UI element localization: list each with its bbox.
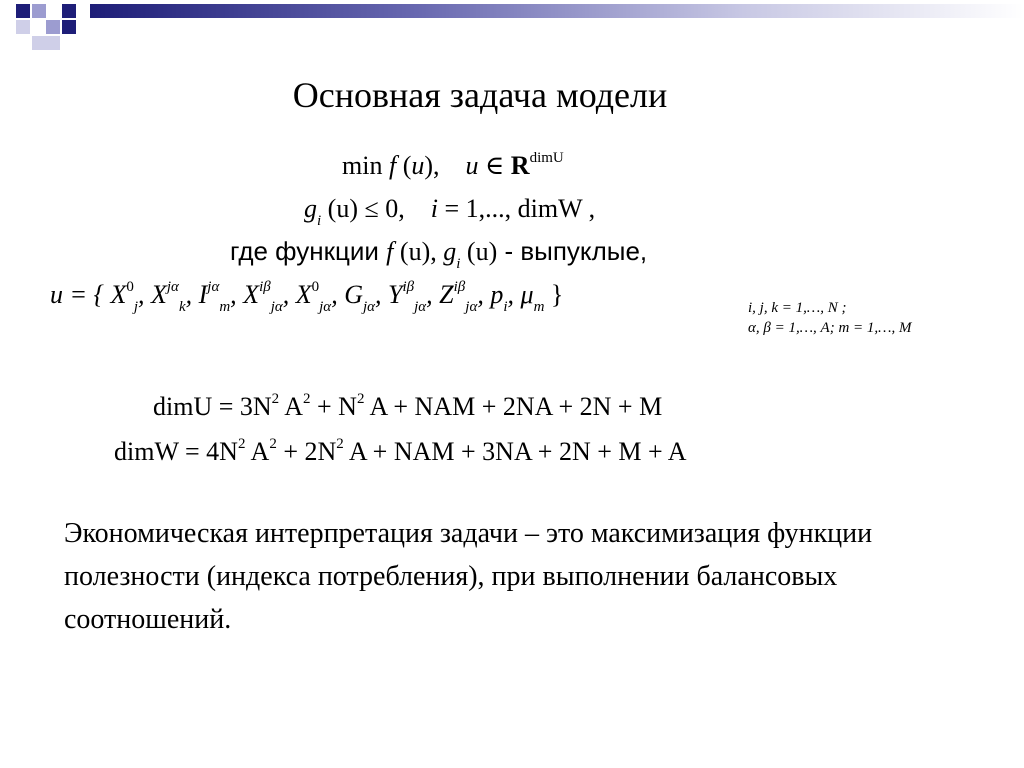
real-space: R <box>510 151 530 180</box>
power: 2 <box>269 436 277 452</box>
in-symbol: ∈ <box>478 151 511 180</box>
deco-square <box>32 4 46 18</box>
set-index-range-1: i, j, k = 1,…, N ; <box>748 300 847 316</box>
equation-part: A <box>279 392 304 421</box>
note-text: - выпуклые, <box>497 236 648 266</box>
set-element: , I <box>185 280 208 309</box>
equation-part: A + NAM + 2NA + 2N + M <box>364 392 663 421</box>
superscript: 0 <box>126 279 134 295</box>
formula-dimU <box>153 391 663 421</box>
func-g: g <box>443 237 457 266</box>
deco-square <box>16 20 30 34</box>
subscript: jα <box>414 299 427 315</box>
subscript: jα <box>465 299 478 315</box>
set-element: , μ <box>507 280 534 309</box>
superscript: iβ <box>402 279 415 295</box>
set-element: , Y <box>375 280 403 309</box>
paren: ( <box>396 151 412 180</box>
func-arg: (u), <box>393 237 444 266</box>
func-arg: (u) <box>460 237 498 266</box>
constraint-expr: (u) ≤ 0, <box>321 194 405 223</box>
deco-square <box>62 20 76 34</box>
set-element: , p <box>477 280 504 309</box>
formula-variable-set <box>50 279 564 315</box>
var-u: u <box>411 151 425 180</box>
set-element: , X <box>282 280 312 309</box>
superscript: jα <box>166 279 179 295</box>
slide-title: Основная задача модели <box>292 75 668 115</box>
func-f: f <box>388 151 397 180</box>
set-index-range-2: α, β = 1,…, A; m = 1,…, M <box>748 320 912 336</box>
deco-square <box>46 36 60 50</box>
equation-part: + 2N <box>276 437 337 466</box>
set-element: , X <box>230 280 260 309</box>
equation-part: dimU = 3N <box>153 392 272 421</box>
subscript: i <box>503 299 508 315</box>
subscript: m <box>219 299 231 315</box>
power: 2 <box>336 436 344 452</box>
interpretation-paragraph: Экономическая интерпретация задачи – это максимизация функции полезности (индекса потребления), при выполнении балансовых соотношений. <box>64 518 873 635</box>
dimension-superscript: dimU <box>529 150 564 166</box>
min-operator: min <box>342 151 383 180</box>
index-i: i <box>430 194 438 223</box>
equation-part: A <box>245 437 270 466</box>
superscript: 0 <box>311 279 320 295</box>
set-open: u = { X <box>50 280 127 309</box>
set-element: , G <box>331 280 363 309</box>
header-gradient-bar <box>90 4 1024 18</box>
subscript: j <box>133 299 138 315</box>
power: 2 <box>356 391 365 407</box>
subscript: k <box>178 299 186 315</box>
equation-part: A + NAM + 3NA + 2N + M + A <box>343 437 687 466</box>
deco-square <box>46 20 60 34</box>
superscript: iβ <box>453 279 466 295</box>
func-f: f <box>386 237 394 266</box>
set-element: , Z <box>426 280 454 309</box>
index-range: = 1,..., dimW , <box>438 194 596 223</box>
set-close: } <box>544 280 564 309</box>
power: 2 <box>271 391 280 407</box>
func-g: g <box>304 194 317 223</box>
deco-square <box>32 36 46 50</box>
superscript: jα <box>207 279 220 295</box>
equation-part: dimW = 4N <box>114 437 238 466</box>
formula-constraints <box>304 194 596 229</box>
equation-part: + N <box>310 392 357 421</box>
power: 2 <box>237 436 246 452</box>
superscript: iβ <box>259 279 271 295</box>
note-text: где функции <box>230 236 387 266</box>
power: 2 <box>303 391 311 407</box>
var-u: u <box>465 151 479 180</box>
set-element: , X <box>138 280 167 309</box>
paren: ), <box>424 151 447 180</box>
formula-convexity-note <box>230 236 648 272</box>
subscript: jα <box>270 299 283 315</box>
formula-dimW <box>114 436 687 466</box>
deco-square <box>16 4 30 18</box>
deco-square <box>62 4 76 18</box>
formula-objective <box>342 150 564 180</box>
subscript: m <box>533 299 545 315</box>
subscript: jα <box>319 299 332 315</box>
subscript: jα <box>362 299 376 315</box>
subscript: i <box>456 256 461 272</box>
subscript: i <box>317 213 322 229</box>
